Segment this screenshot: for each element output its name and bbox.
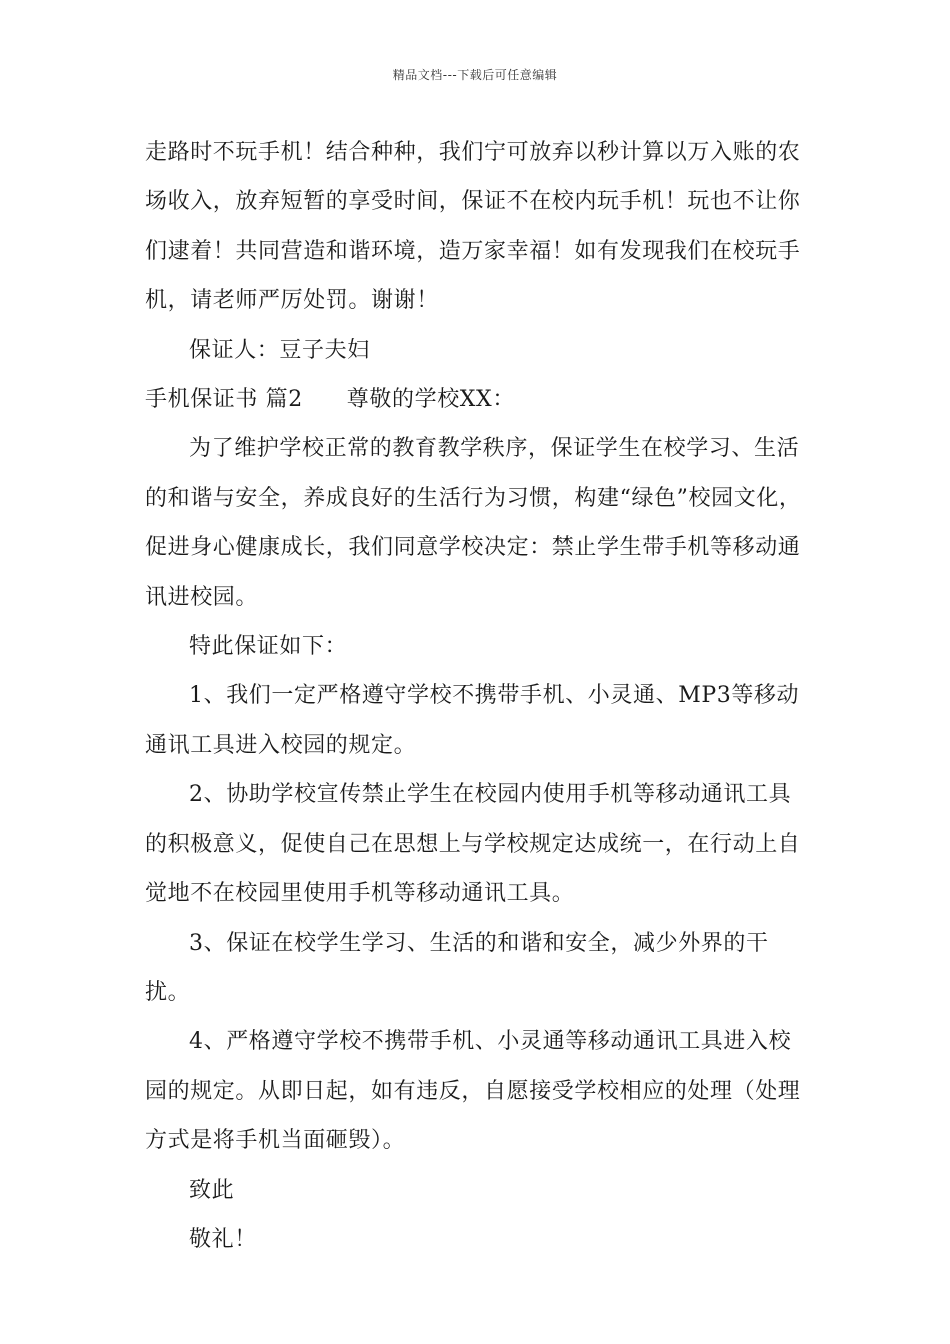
document-body bbox=[145, 128, 810, 1264]
salutation: 尊敬的学校XX： bbox=[346, 387, 515, 413]
section-heading-line bbox=[145, 375, 810, 424]
signer-line: 保证人：豆子夫妇 bbox=[189, 337, 370, 363]
list-item-1: 1、我们一定严格遵守学校不携带手机、小灵通、MP3等移动通讯工具进入校园的规定。 bbox=[145, 683, 800, 758]
guarantee-intro: 特此保证如下： bbox=[189, 634, 348, 660]
closing-line-2: 敬礼！ bbox=[189, 1226, 257, 1252]
paragraph-continuation: 走路时不玩手机！结合种种，我们宁可放弃以秒计算以万入账的农场收入，放弃短暂的享受时间，保证不在校内玩手机！玩也不让你们逮着！共同营造和谐环境，造万家幸福！如有发现我们在校玩手机，请老师严厉处罚。谢谢！ bbox=[145, 140, 801, 314]
list-item-2: 2、协助学校宣传禁止学生在校园内使用手机等移动通讯工具的积极意义，促使自己在思想上与学校规定达成统一，在行动上自觉地不在校园里使用手机等移动通讯工具。 bbox=[145, 782, 801, 907]
closing-line-1: 致此 bbox=[189, 1177, 235, 1203]
paragraph-purpose: 为了维护学校正常的教育教学秩序，保证学生在校学习、生活的和谐与安全，养成良好的生活行为习惯，构建“绿色”校园文化，促进身心健康成长，我们同意学校决定：禁止学生带手机等移动通讯进校园。 bbox=[145, 436, 802, 610]
list-item-3: 3、保证在校学生学习、生活的和谐和安全，减少外界的干扰。 bbox=[145, 930, 769, 1005]
section-title: 手机保证书 篇2 bbox=[145, 387, 303, 413]
list-item-4: 4、严格遵守学校不携带手机、小灵通等移动通讯工具进入校园的规定。从即日起，如有违反，自愿接受学校相应的处理（处理方式是将手机当面砸毁）。 bbox=[145, 1029, 801, 1154]
page-header: 精品文档---下载后可任意编辑 bbox=[392, 68, 558, 82]
